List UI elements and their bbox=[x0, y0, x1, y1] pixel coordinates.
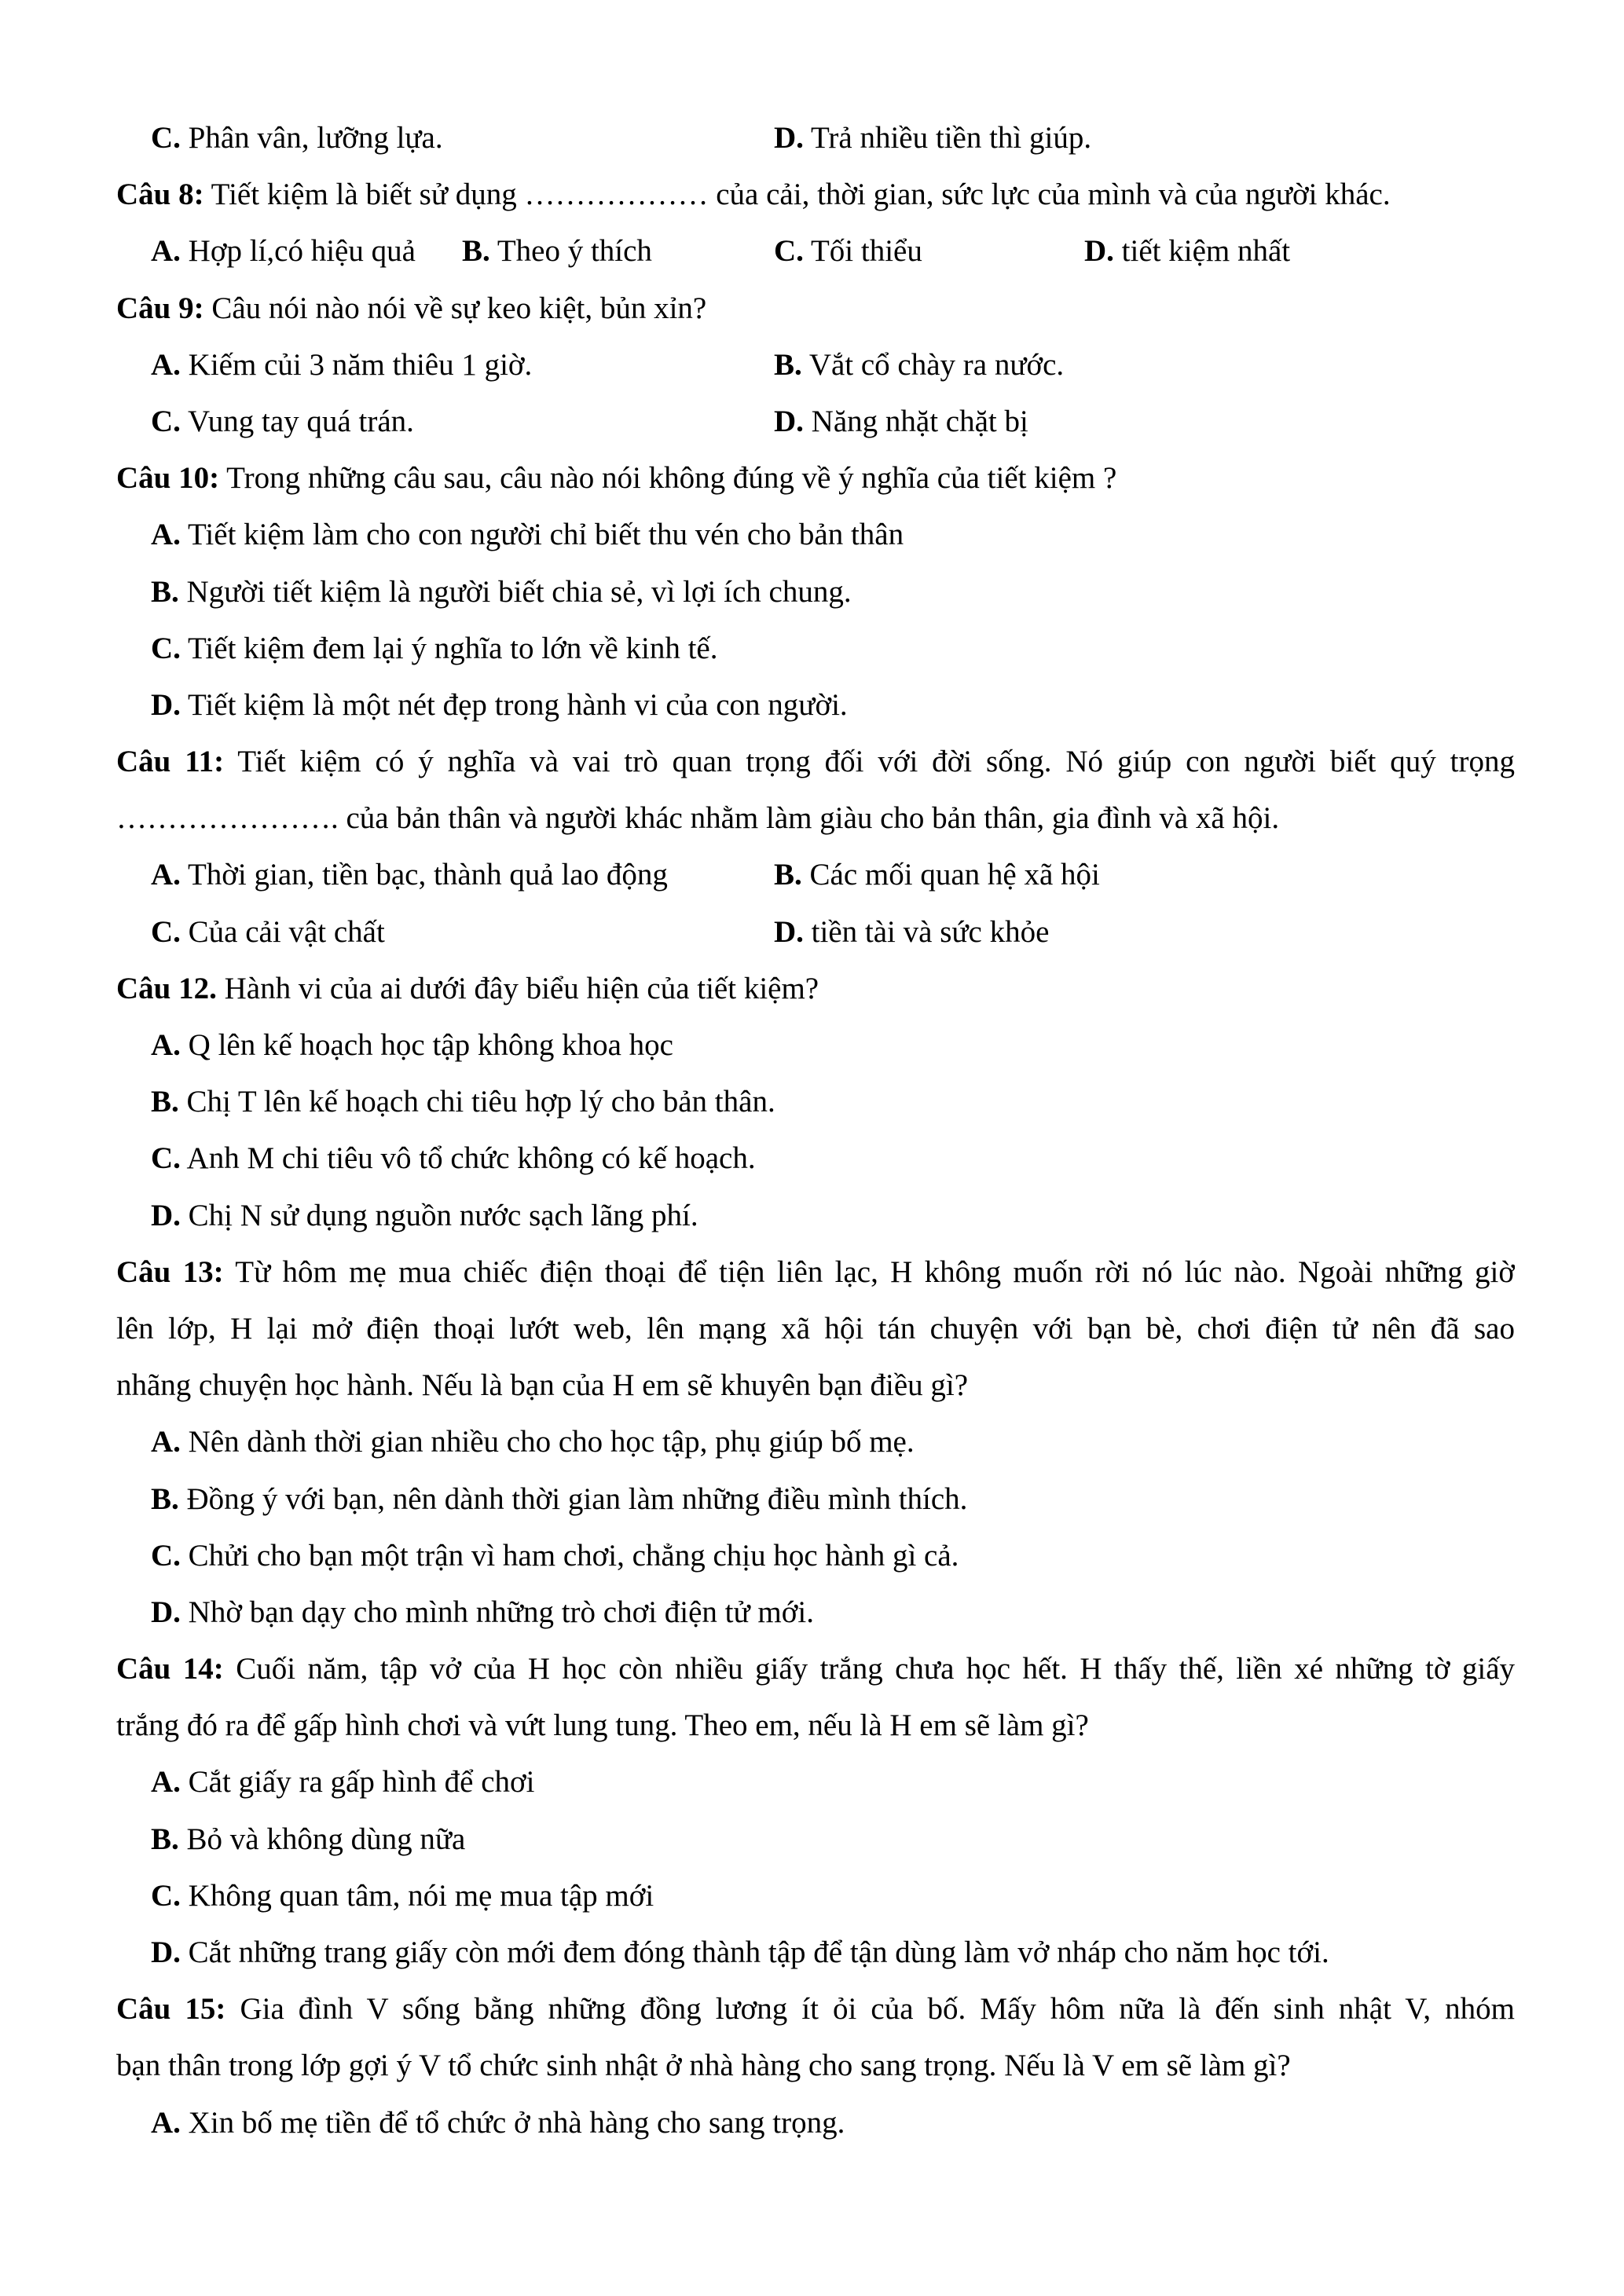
question-number: Câu 8: bbox=[116, 178, 204, 212]
option-letter: C. bbox=[774, 234, 804, 269]
answer-option bbox=[151, 394, 414, 450]
option-text: Xin bố mẹ tiền để tổ chức ở nhà hàng cho sang trọng. bbox=[188, 2105, 845, 2140]
option-text: Vung tay quá trán. bbox=[187, 404, 414, 438]
question-text: Tiết kiệm là biết sử dụng ……………… của cải, thời gian, sức lực của mình và của người khác. bbox=[211, 178, 1391, 212]
option-letter: D. bbox=[1084, 234, 1114, 269]
option-text: Chị T lên kế hoạch chi tiêu hợp lý cho bản thân. bbox=[186, 1085, 775, 1119]
answer-option bbox=[116, 1528, 1515, 1584]
option-letter: C. bbox=[151, 914, 181, 949]
question-line bbox=[116, 734, 1515, 790]
option-letter: B. bbox=[151, 574, 179, 609]
option-text: Bỏ và không dùng nữa bbox=[186, 1822, 466, 1856]
question-line bbox=[116, 1301, 1515, 1357]
option-text: Cắt những trang giấy còn mới đem đóng thành tập để tận dùng làm vở nháp cho năm học tới. bbox=[188, 1935, 1329, 1969]
option-letter: C. bbox=[151, 1141, 181, 1176]
option-letter: C. bbox=[151, 631, 181, 665]
option-letter: A. bbox=[151, 1425, 181, 1459]
question-text: bạn thân trong lớp gợi ý V tổ chức sinh nhật ở nhà hàng cho sang trọng. Nếu là V em sẽ làm gì? bbox=[116, 2049, 1291, 2083]
option-letter: D. bbox=[151, 1595, 181, 1629]
answer-options-row bbox=[116, 223, 1515, 280]
answer-options-row bbox=[116, 904, 1515, 961]
question-line bbox=[116, 1244, 1515, 1301]
option-text: Trả nhiều tiền thì giúp. bbox=[810, 121, 1092, 155]
option-letter: D. bbox=[151, 1198, 181, 1232]
question-text: Hành vi của ai dưới đây biểu hiện của tiết kiệm? bbox=[224, 971, 819, 1005]
option-text: Người tiết kiệm là người biết chia sẻ, vì lợi ích chung. bbox=[186, 574, 852, 609]
question-line bbox=[116, 1697, 1515, 1754]
option-text: Chị N sử dụng nguồn nước sạch lãng phí. bbox=[188, 1198, 698, 1232]
option-letter: B. bbox=[151, 1822, 179, 1856]
option-letter: A. bbox=[151, 2105, 181, 2140]
option-letter: B. bbox=[151, 1085, 179, 1119]
option-text: Đồng ý với bạn, nên dành thời gian làm những điều mình thích. bbox=[186, 1481, 968, 1516]
option-text: Kiếm củi 3 năm thiêu 1 giờ. bbox=[188, 347, 533, 382]
option-text: Q lên kế hoạch học tập không khoa học bbox=[188, 1028, 673, 1062]
question-text: …………………. của bản thân và người khác nhằm làm giàu cho bản thân, gia đình và xã hội. bbox=[116, 801, 1280, 836]
question-number: Câu 15: bbox=[116, 1992, 226, 2027]
option-text: Nên dành thời gian nhiều cho cho học tập, phụ giúp bố mẹ. bbox=[188, 1425, 915, 1459]
answer-option bbox=[116, 1471, 1515, 1528]
option-letter: A. bbox=[151, 1765, 181, 1800]
option-letter: A. bbox=[151, 1028, 181, 1062]
question-number: Câu 9: bbox=[116, 291, 204, 325]
option-text: tiết kiệm nhất bbox=[1121, 234, 1291, 269]
question-text: Cuối năm, tập vở của H học còn nhiều giấy trắng chưa học hết. H thấy thế, liền xé những tờ giấy bbox=[236, 1652, 1515, 1686]
option-text: Của cải vật chất bbox=[188, 914, 385, 949]
option-letter: D. bbox=[774, 121, 804, 155]
answer-option bbox=[116, 1130, 1515, 1187]
answer-option bbox=[774, 394, 1028, 450]
question-number: Câu 12. bbox=[116, 971, 217, 1005]
option-letter: A. bbox=[151, 858, 181, 892]
question-text: Tiết kiệm có ý nghĩa và vai trò quan trọng đối với đời sống. Nó giúp con người biết quý trọng bbox=[237, 745, 1515, 779]
question-text: nhãng chuyện học hành. Nếu là bạn của H em sẽ khuyên bạn điều gì? bbox=[116, 1368, 969, 1403]
answer-option bbox=[116, 507, 1515, 563]
answer-option bbox=[116, 1188, 1515, 1244]
option-text: Chửi cho bạn một trận vì ham chơi, chẳng chịu học hành gì cả. bbox=[188, 1538, 959, 1573]
question-text: Câu nói nào nói về sự keo kiệt, bủn xỉn? bbox=[211, 291, 707, 325]
question-number: Câu 10: bbox=[116, 461, 220, 496]
option-letter: C. bbox=[151, 1538, 181, 1573]
question-line bbox=[116, 1641, 1515, 1697]
option-text: tiền tài và sức khỏe bbox=[811, 914, 1050, 949]
question-text: Trong những câu sau, câu nào nói không đúng về ý nghĩa của tiết kiệm ? bbox=[226, 461, 1117, 496]
answer-option bbox=[774, 110, 1091, 167]
option-text: Hợp lí,có hiệu quả bbox=[188, 234, 416, 269]
answer-option bbox=[116, 1811, 1515, 1868]
answer-option bbox=[116, 2095, 1515, 2151]
question-text: Từ hôm mẹ mua chiếc điện thoại để tiện liên lạc, H không muốn rời nó lúc nào. Ngoài những giờ bbox=[235, 1254, 1515, 1289]
answer-option bbox=[116, 1868, 1515, 1924]
answer-option bbox=[116, 1754, 1515, 1811]
question-line bbox=[116, 1357, 1515, 1414]
question-line bbox=[116, 790, 1515, 847]
option-letter: A. bbox=[151, 347, 181, 382]
question-line bbox=[116, 961, 1515, 1017]
question-line bbox=[116, 1981, 1515, 2038]
answer-option bbox=[774, 847, 1100, 903]
answer-option bbox=[151, 110, 443, 167]
answer-option bbox=[116, 1074, 1515, 1130]
option-text: Các mối quan hệ xã hội bbox=[809, 858, 1100, 892]
question-text: Gia đình V sống bằng những đồng lương ít ỏi của bố. Mấy hôm nữa là đến sinh nhật V, nhóm bbox=[240, 1992, 1515, 2027]
answer-option bbox=[116, 564, 1515, 621]
option-text: Tiết kiệm làm cho con người chỉ biết thu vén cho bản thân bbox=[187, 518, 904, 552]
option-letter: D. bbox=[151, 687, 181, 722]
question-number: Câu 11: bbox=[116, 745, 225, 779]
answer-option bbox=[774, 904, 1049, 961]
question-line bbox=[116, 280, 1515, 337]
answer-option bbox=[116, 621, 1515, 677]
document-page bbox=[116, 110, 1515, 2151]
option-text: Tiết kiệm đem lại ý nghĩa to lớn về kinh tế. bbox=[187, 631, 718, 665]
answer-option bbox=[116, 1414, 1515, 1470]
option-letter: D. bbox=[151, 1935, 181, 1969]
option-text: Tối thiểu bbox=[810, 234, 922, 269]
answer-option bbox=[774, 337, 1064, 394]
answer-options-row bbox=[116, 847, 1515, 903]
option-text: Không quan tâm, nói mẹ mua tập mới bbox=[188, 1878, 654, 1913]
answer-option bbox=[462, 223, 652, 280]
option-text: Vắt cổ chày ra nước. bbox=[808, 347, 1065, 382]
answer-options-row bbox=[116, 337, 1515, 394]
option-letter: B. bbox=[774, 858, 802, 892]
option-text: Phân vân, lưỡng lựa. bbox=[188, 121, 443, 155]
question-line bbox=[116, 167, 1515, 223]
question-number: Câu 13: bbox=[116, 1254, 224, 1289]
answer-option bbox=[151, 904, 385, 961]
answer-option bbox=[116, 677, 1515, 734]
answer-option bbox=[151, 223, 416, 280]
answer-option bbox=[151, 847, 668, 903]
answer-option bbox=[774, 223, 922, 280]
option-text: Thời gian, tiền bạc, thành quả lao động bbox=[187, 858, 668, 892]
option-letter: A. bbox=[151, 518, 181, 552]
option-text: Theo ý thích bbox=[497, 234, 652, 269]
option-letter: D. bbox=[774, 914, 804, 949]
option-text: Nhờ bạn dạy cho mình những trò chơi điện tử mới. bbox=[188, 1595, 814, 1629]
option-text: Cắt giấy ra gấp hình để chơi bbox=[188, 1765, 535, 1800]
option-letter: A. bbox=[151, 234, 181, 269]
question-line bbox=[116, 450, 1515, 507]
answer-option bbox=[116, 1017, 1515, 1074]
option-letter: C. bbox=[151, 121, 181, 155]
option-letter: B. bbox=[774, 347, 802, 382]
question-text: trắng đó ra để gấp hình chơi và vứt lung tung. Theo em, nếu là H em sẽ làm gì? bbox=[116, 1708, 1089, 1743]
option-text: Tiết kiệm là một nét đẹp trong hành vi của con người. bbox=[187, 687, 848, 722]
answer-option bbox=[116, 1584, 1515, 1641]
option-letter: B. bbox=[151, 1481, 179, 1516]
option-letter: C. bbox=[151, 1878, 181, 1913]
question-number: Câu 14: bbox=[116, 1652, 224, 1686]
answer-option bbox=[116, 1924, 1515, 1981]
answer-options-row bbox=[116, 394, 1515, 450]
option-letter: D. bbox=[774, 404, 804, 438]
option-letter: C. bbox=[151, 404, 181, 438]
question-line bbox=[116, 2038, 1515, 2094]
answer-option bbox=[151, 337, 532, 394]
answer-options-row bbox=[116, 110, 1515, 167]
option-letter: B. bbox=[462, 234, 490, 269]
option-text: Anh M chi tiêu vô tổ chức không có kế hoạch. bbox=[186, 1141, 756, 1176]
question-text: lên lớp, H lại mở điện thoại lướt web, lên mạng xã hội tán chuyện với bạn bè, chơi điện tử nên đã sao bbox=[116, 1311, 1515, 1346]
option-text: Năng nhặt chặt bị bbox=[811, 404, 1028, 438]
answer-option bbox=[1084, 223, 1290, 280]
